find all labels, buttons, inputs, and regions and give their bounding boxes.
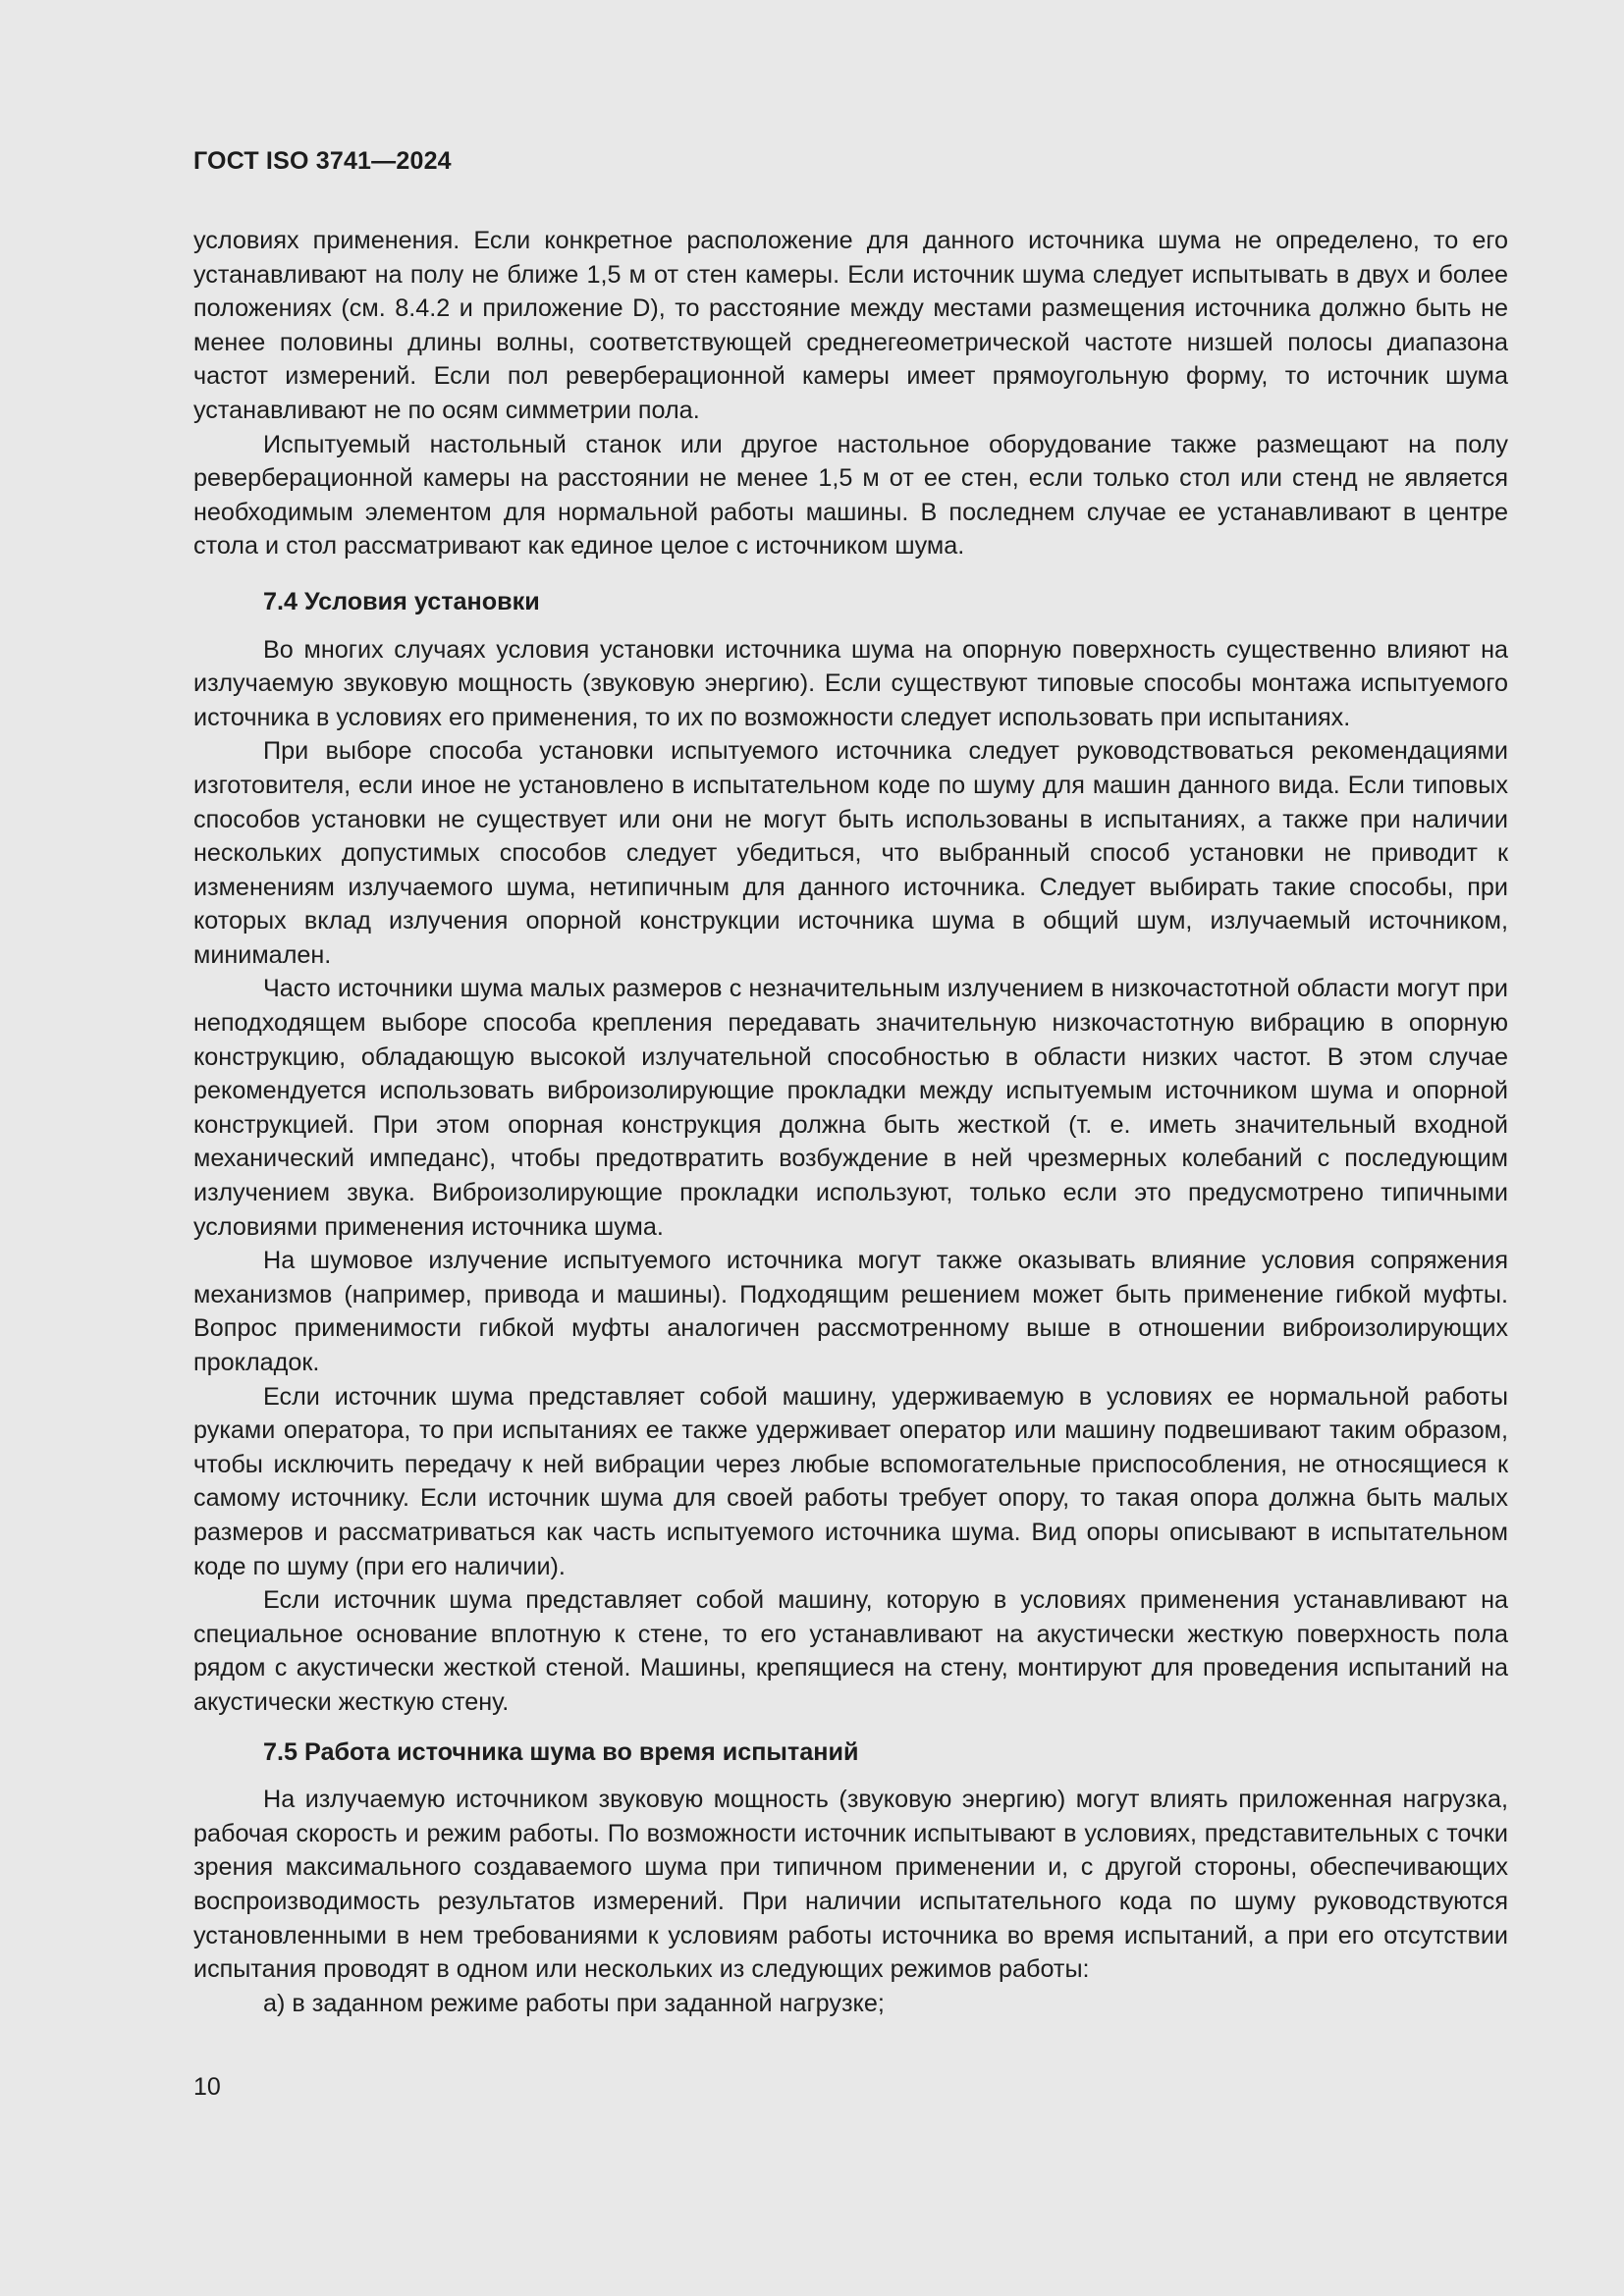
paragraph: При выборе способа установки испытуемого источника следует руководствоваться рекомендациями изготовителя, если иное не установлено в испытательном коде по шуму для машин данного вида. Если типовых способов установки не существует или они не могут быть использованы в испытаниях, а также при наличии нескольких допустимых способов следует убедиться, что выбранный способ установки не приводит к изменениям излучаемого шума, нетипичным для данного источника. Следует выбирать такие способы, при которых вклад излучения опорной конструкции источника шума в общий шум, излучаемый источником, минимален. xyxy=(193,737,1508,969)
paragraph: условиях применения. Если конкретное расположение для данного источника шума не определено, то его устанавливают на полу не ближе 1,5 м от стен камеры. Если источник шума следует испытывать в двух и более положениях (см. 8.4.2 и приложение D), то расстояние между местами размещения источника должно быть не менее половины длины волны, соответствующей среднегеометрической частоте низшей полосы диапазона частот измерений. Если пол реверберационной камеры имеет прямоугольную форму, то источник шума устанавливают не по осям симметрии пола. xyxy=(193,227,1508,424)
page-number: 10 xyxy=(193,2073,221,2101)
document-header: ГОСТ ISO 3741—2024 xyxy=(193,147,452,175)
paragraph: Если источник шума представляет собой машину, которую в условиях применения устанавливают на специальное основание вплотную к стене, то его устанавливают на акустически жесткую поверхность пола рядом с акустически жесткой стеной. Машины, крепящиеся на стену, монтируют для проведения испытаний на акустически жесткую стену. xyxy=(193,1586,1508,1716)
paragraph: Испытуемый настольный станок или другое настольное оборудование также размещают на полу реверберационной камеры на расстоянии не менее 1,5 м от ее стен, если только стол или стенд не является необходимым элементом для нормальной работы машины. В последнем случае ее устанавливают в центре стола и стол рассматривают как единое целое с источником шума. xyxy=(193,430,1508,561)
paragraph: На излучаемую источником звуковую мощность (звуковую энергию) могут влиять приложенная нагрузка, рабочая скорость и режим работы. По возможности источник испытывают в условиях, представительных с точки зрения максимального создаваемого шума при типичном применении и, с другой стороны, обеспечивающих воспроизводимость результатов измерений. При наличии испытательного кода по шуму руководствуются установленными в нем требованиями к условиям работы источника во время испытаний, а при его отсутствии испытания проводят в одном или нескольких из следующих режимов работы: xyxy=(193,1786,1508,1984)
document-body xyxy=(193,224,1508,2020)
paragraph: Во многих случаях условия установки источника шума на опорную поверхность существенно влияют на излучаемую звуковую мощность (звуковую энергию). Если существуют типовые способы монтажа испытуемого источника в условиях его применения, то их по возможности следует использовать при испытаниях. xyxy=(193,635,1508,731)
list-item: a) в заданном режиме работы при заданной нагрузке; xyxy=(263,1989,885,2017)
section-heading-7-4: 7.4 Условия установки xyxy=(263,587,540,615)
paragraph: Если источник шума представляет собой машину, удерживаемую в условиях ее нормальной работы руками оператора, то при испытаниях ее также удерживает оператор или машину подвешивают таким образом, чтобы исключить передачу к ней вибрации через любые вспомогательные приспособления, не относящиеся к самому источнику. Если источник шума для своей работы требует опору, то такая опора должна быть малых размеров и рассматриваться как часть испытуемого источника шума. Вид опоры описывают в испытательном коде по шуму (при его наличии). xyxy=(193,1382,1508,1580)
paragraph: Часто источники шума малых размеров с незначительным излучением в низкочастотной области могут при неподходящем выборе способа крепления передавать значительную низкочастотную вибрацию в опорную конструкцию, обладающую высокой излучательной способностью в области низких частот. В этом случае рекомендуется использовать виброизолирующие прокладки между испытуемым источником шума и опорной конструкцией. При этом опорная конструкция должна быть жесткой (т. е. иметь значительный входной механический импеданс), чтобы предотвратить возбуждение в ней чрезмерных колебаний с последующим излучением звука. Виброизолирующие прокладки используют, только если это предусмотрено типичными условиями применения источника шума. xyxy=(193,975,1508,1241)
section-heading-7-5: 7.5 Работа источника шума во время испытаний xyxy=(263,1737,859,1766)
paragraph: На шумовое излучение испытуемого источника могут также оказывать влияние условия сопряжения механизмов (например, привода и машины). Подходящим решением может быть применение гибкой муфты. Вопрос применимости гибкой муфты аналогичен рассмотренному выше в отношении виброизолирующих прокладок. xyxy=(193,1247,1508,1376)
